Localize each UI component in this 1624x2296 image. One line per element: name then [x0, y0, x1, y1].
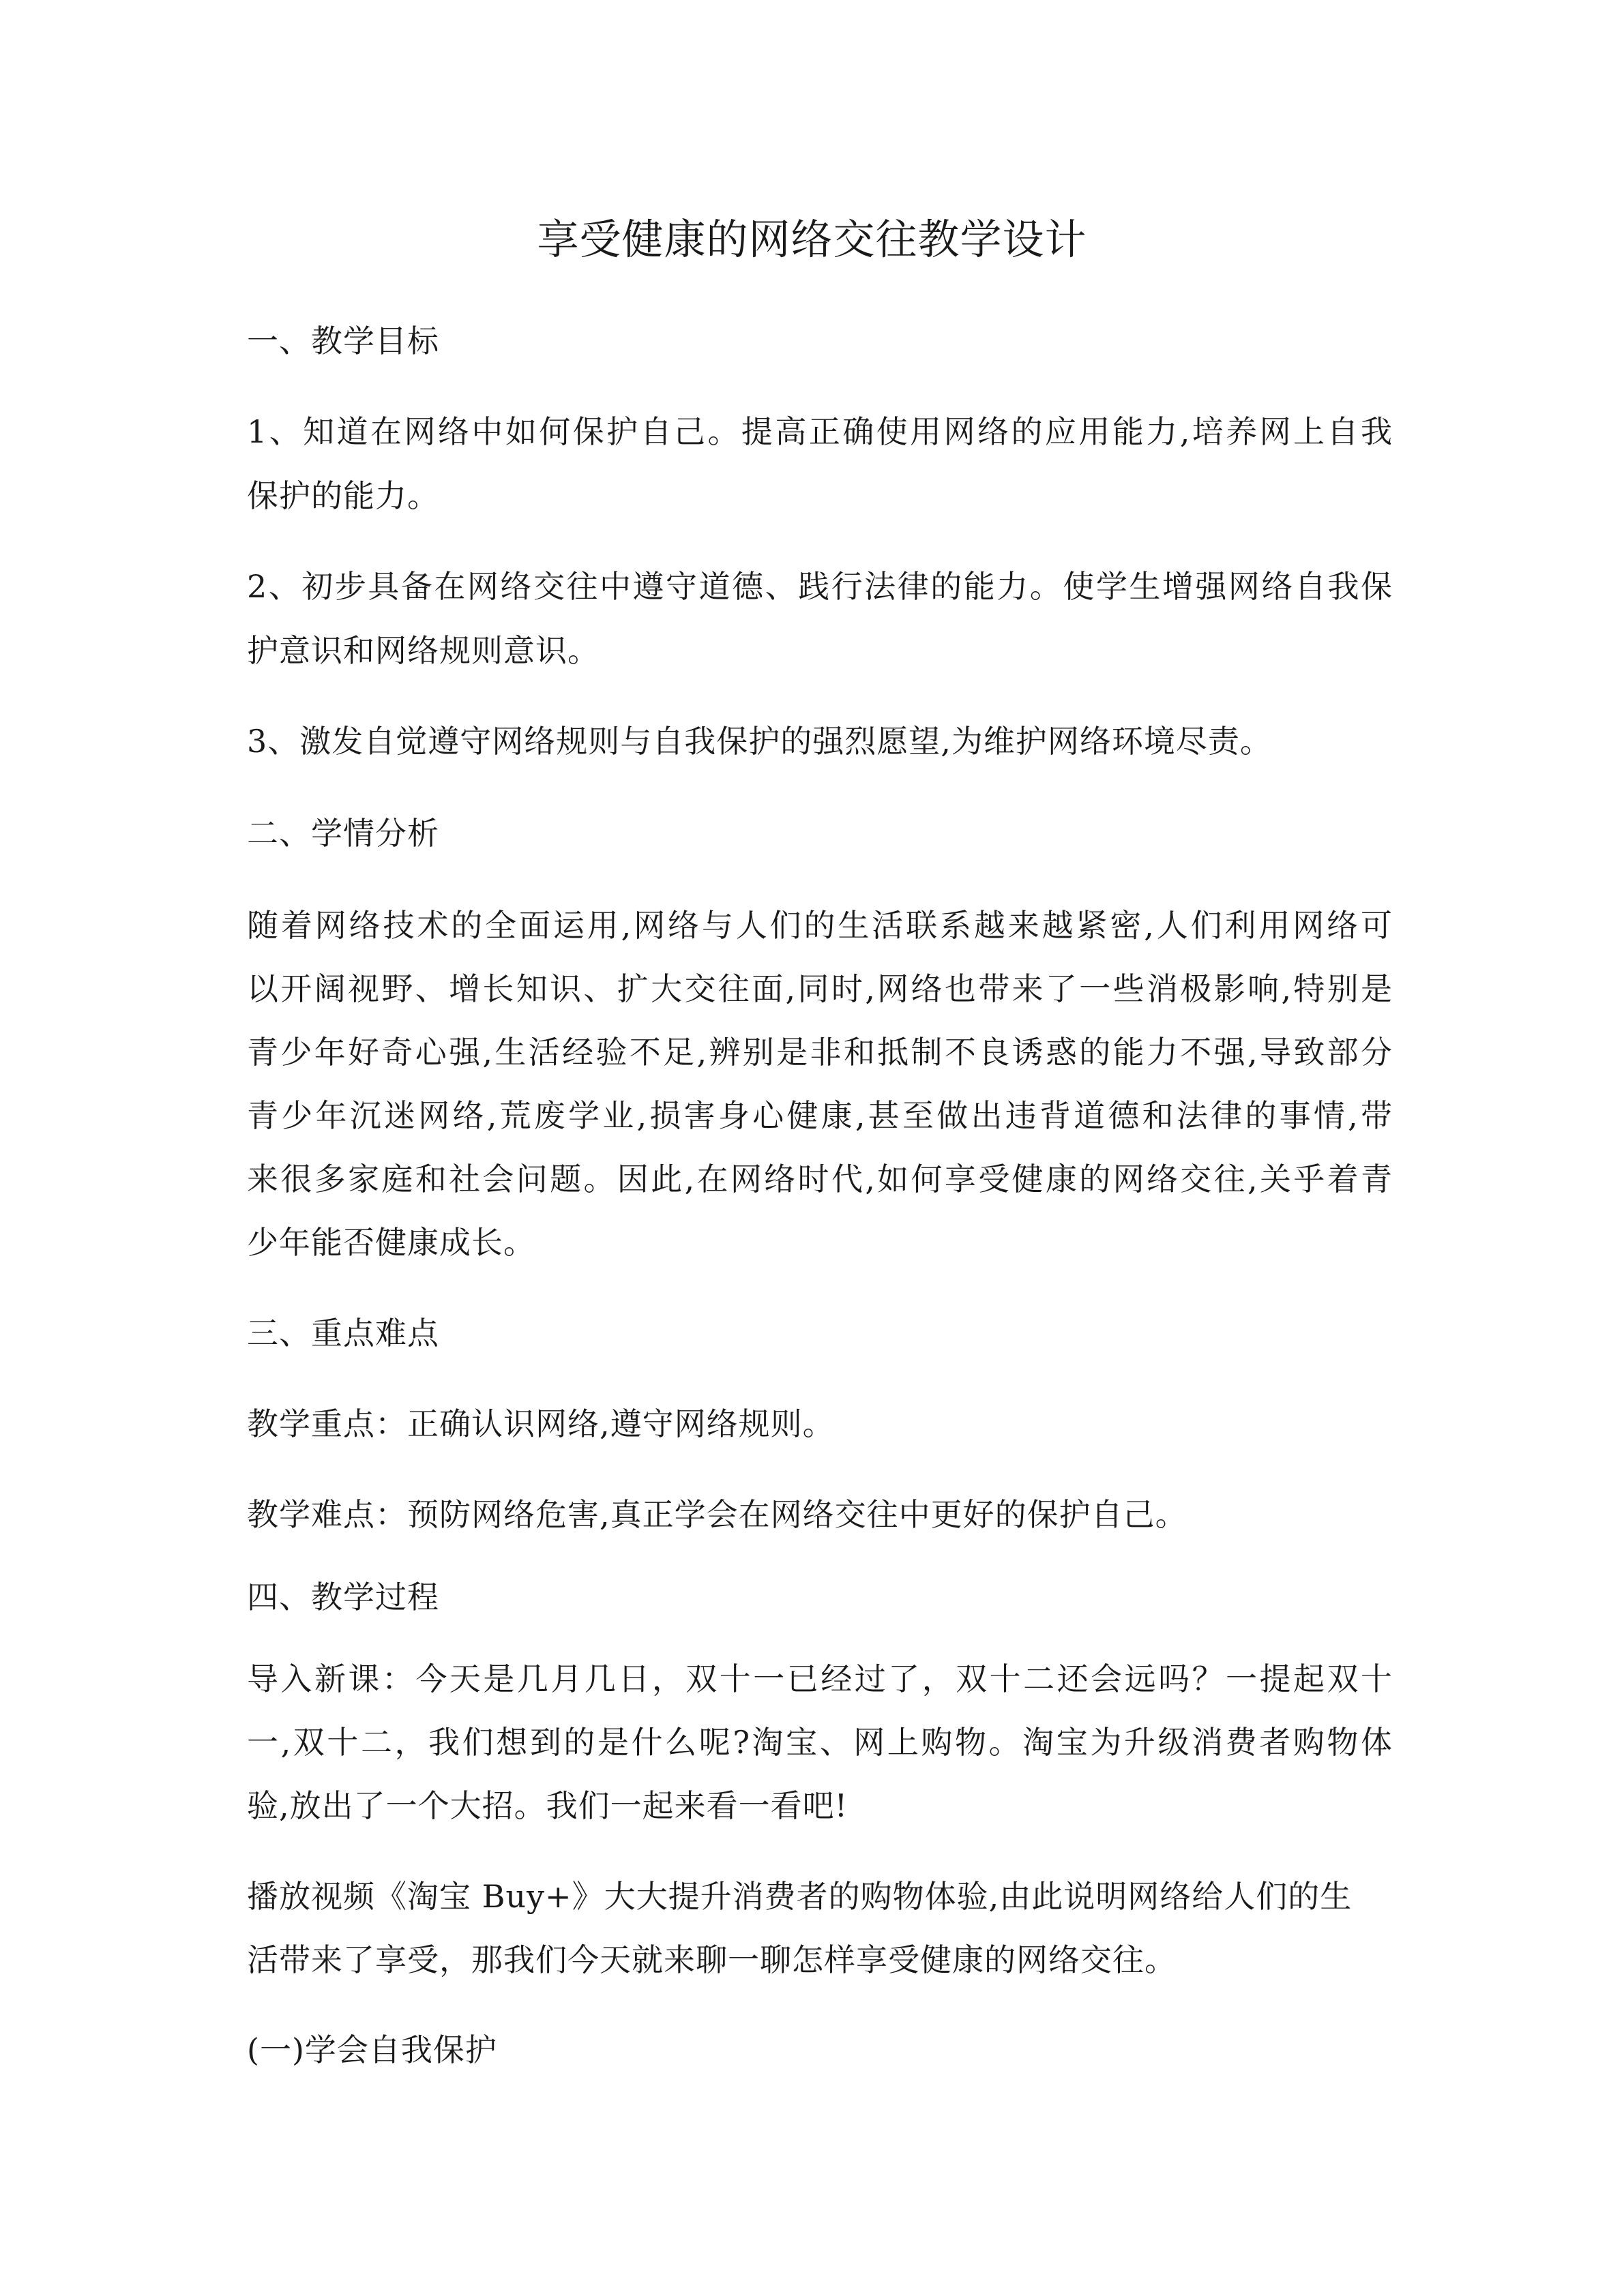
section-heading-keypoints: 三、重点难点 — [247, 1315, 439, 1352]
analysis-line-6: 少年能否健康成长。 — [247, 1224, 535, 1261]
analysis-line-1: 随着网络技术的全面运用,网络与人们的生活联系越来越紧密,人们利用网络可 — [247, 907, 1393, 944]
analysis-line-4: 青少年沉迷网络,荒废学业,损害身心健康,甚至做出违背道德和法律的事情,带 — [247, 1097, 1393, 1134]
section-heading-analysis: 二、学情分析 — [247, 815, 439, 852]
analysis-line-3: 青少年好奇心强,生活经验不足,辨别是非和抵制不良诱惑的能力不强,导致部分 — [247, 1034, 1393, 1071]
section-heading-process: 四、教学过程 — [247, 1579, 439, 1615]
intro-line-2: 一,双十二，我们想到的是什么呢?淘宝、网上购物。淘宝为升级消费者购物体 — [247, 1724, 1393, 1761]
objective-1-line-2: 保护的能力。 — [247, 477, 439, 514]
document-title: 享受健康的网络交往教学设计 — [537, 215, 1087, 264]
intro-line-3: 验,放出了一个大招。我们一起来看一看吧! — [247, 1787, 848, 1824]
section-heading-objectives: 一、教学目标 — [247, 323, 439, 359]
teaching-focus: 教学重点：正确认识网络,遵守网络规则。 — [247, 1405, 835, 1442]
analysis-line-2: 以开阔视野、增长知识、扩大交往面,同时,网络也带来了一些消极影响,特别是 — [247, 970, 1393, 1007]
teaching-difficulty: 教学难点：预防网络危害,真正学会在网络交往中更好的保护自己。 — [247, 1496, 1187, 1533]
objective-2-line-2: 护意识和网络规则意识。 — [247, 632, 600, 669]
video-line-2: 活带来了享受，那我们今天就来聊一聊怎样享受健康的网络交往。 — [247, 1941, 1177, 1978]
subheading-self-protection: (一)学会自我保护 — [247, 2031, 497, 2068]
objective-3-line-1: 3、激发自觉遵守网络规则与自我保护的强烈愿望,为维护网络环境尽责。 — [247, 723, 1272, 760]
analysis-line-5: 来很多家庭和社会问题。因此,在网络时代,如何享受健康的网络交往,关乎着青 — [247, 1161, 1393, 1197]
video-line-1: 播放视频《淘宝 Buy+》大大提升消费者的购物体验,由此说明网络给人们的生 — [247, 1878, 1353, 1915]
intro-line-1: 导入新课：今天是几月几日，双十一已经过了，双十二还会远吗？一提起双十 — [247, 1660, 1393, 1697]
objective-2-line-1: 2、初步具备在网络交往中遵守道德、践行法律的能力。使学生增强网络自我保 — [247, 568, 1393, 605]
objective-1-line-1: 1、知道在网络中如何保护自己。提高正确使用网络的应用能力,培养网上自我 — [247, 413, 1393, 450]
